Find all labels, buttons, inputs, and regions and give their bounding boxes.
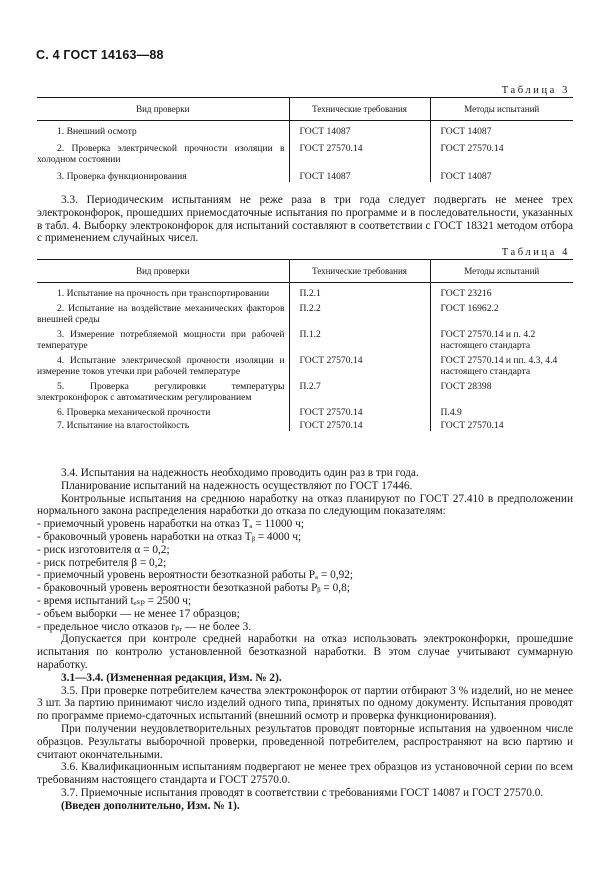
table4 (37, 259, 573, 431)
amendment-note (37, 672, 573, 685)
table-row (37, 325, 573, 351)
body-text (37, 467, 573, 813)
table-row (37, 283, 573, 300)
list-item: - время испытаний tₑₛₚ = 2500 ч; (37, 594, 192, 607)
paragraph: Контрольные испытания на среднюю наработку на отказ планируют по ГОСТ 27.410 в предположении нормального закона распределения наработки до отказа по следующим показателям: (37, 492, 573, 518)
table-cell: 7. Испытание на влагостойкость (57, 420, 190, 431)
paragraph: 3.4. Испытания на надежность необходимо проводить один раз в три года. (61, 467, 419, 479)
list-item: - риск изготовителя α = 0,2; (37, 543, 170, 556)
table-cell: П.2.7 (289, 377, 430, 403)
table-cell: 2. Испытание на воздействие механических факторов внешней среды (37, 303, 285, 325)
table-row (37, 418, 573, 431)
table-cell: ГОСТ 27570.14 (430, 137, 573, 165)
table-cell: ГОСТ 27570.14 (289, 403, 430, 418)
table-cell: П.2.1 (289, 283, 430, 300)
paragraph: 3.6. Квалификационным испытаниям подвергают не менее трех образцов из установочной серии по всем требованиям настоящего стандарта и ГОСТ 27570.0. (37, 761, 573, 787)
table-row (37, 121, 573, 138)
table-cell: ГОСТ 14087 (289, 121, 430, 138)
table-cell: П.1.2 (289, 325, 430, 351)
table-row (37, 403, 573, 418)
paragraph: 3.5. При проверке потребителем качества электроконфорок от партии отбирают 3 % изделий, но не менее 3 шт. За партию принимают число изделий одного типа, принятых по одному документу. Испытания проводят по программе приемо-сдаточных испытаний (внешний осмотр и проверка функционирования). (37, 684, 573, 723)
list-item: - приемочный уровень вероятности безотказной работы Pₐ = 0,92; (37, 569, 354, 582)
table-cell: 3. Проверка функционирования (57, 171, 187, 182)
table3 (37, 97, 573, 182)
table-cell: ГОСТ 27570.14 и п. 4.2 настоящего стандарта (430, 325, 573, 351)
table-cell: ГОСТ 27570.14 (289, 351, 430, 377)
table4-header-row (37, 260, 573, 283)
list-item: - предельное число отказов rₚᵣ — не более 3. (37, 620, 252, 633)
table-cell: П.2.2 (289, 299, 430, 325)
table-cell: 5. Проверка регулировки температуры электроконфорок с автоматическим регулированием (37, 381, 285, 403)
paragraph: Допускается при контроле средней наработки на отказ использовать электроконфорки, прошедшие испытания по контролю установленной безотказной наработки. В этом случае учитывают суммарную наработку. (37, 633, 573, 671)
table3-col-header: Вид проверки (37, 98, 289, 121)
table3-col-header: Методы испытаний (430, 98, 573, 121)
table-row (37, 377, 573, 403)
table-cell: ГОСТ 28398 (430, 377, 573, 403)
table-cell: ГОСТ 27570.14 (289, 418, 430, 431)
table-cell: ГОСТ 27570.14 и пп. 4.3, 4.4 настоящего стандарта (430, 351, 573, 377)
table-cell: ГОСТ 27570.14 (289, 137, 430, 165)
table3-col-header: Технические требования (289, 98, 430, 121)
amendment-note (37, 800, 573, 813)
page-header: С. 4 ГОСТ 14163—88 (36, 48, 164, 62)
list-item: - приемочный уровень наработки на отказ Tₐ = 11000 ч; (37, 518, 304, 531)
table4-caption: Таблица 4 (501, 247, 570, 258)
table-row (37, 137, 573, 165)
table-cell: ГОСТ 27570.14 (430, 418, 573, 431)
amendment-note-text: 3.1—3.4. (Измененная редакция, Изм. № 2). (61, 671, 282, 684)
table-cell: ГОСТ 14087 (289, 165, 430, 182)
section-3-3 (37, 194, 573, 245)
table-cell: ГОСТ 14087 (430, 121, 573, 138)
table-row (37, 351, 573, 377)
table-cell: 4. Испытание электрической прочности изоляции и измерение токов утечки при рабочей температуре (37, 355, 285, 377)
list-item: - браковочный уровень наработки на отказ Tᵦ = 4000 ч; (37, 530, 302, 543)
table3-header-row (37, 98, 573, 121)
table-cell: ГОСТ 23216 (430, 283, 573, 300)
paragraph: При получении неудовлетворительных результатов проводят повторные испытания на удвоенном числе образцов. Результаты выборочной проверки, проведенной потребителем, распространяют на всю партию и считают окончательными. (37, 722, 573, 761)
table4-col-header: Методы испытаний (430, 260, 573, 283)
list-item: - браковочный уровень вероятности безотказной работы Pᵦ = 0,8; (37, 582, 350, 595)
table4-col-header: Технические требования (289, 260, 430, 283)
table-cell: ГОСТ 14087 (430, 165, 573, 182)
list-item: - объем выборки — не менее 17 образцов; (37, 607, 240, 620)
paragraph: Планирование испытаний на надежность осуществляют по ГОСТ 17446. (61, 479, 413, 492)
table-cell: 1. Внешний осмотр (57, 126, 137, 137)
paragraph: 3.7. Приемочные испытания проводят в соответствии с требованиями ГОСТ 14087 и ГОСТ 27570.0. (61, 786, 544, 799)
table-cell: 2. Проверка электрической прочности изоляции в холодном состоянии (37, 143, 285, 165)
table3-caption: Таблица 3 (501, 85, 570, 96)
table-row (37, 165, 573, 182)
table-cell: 3. Измерение потребляемой мощности при рабочей температуре (37, 329, 285, 351)
paragraph: 3.3. Периодическим испытаниям не реже раза в три года следует подвергать не менее трех электроконфорок, прошедших приемосдаточные испытания по программе и в последовательности, указанных в табл. 4. Выборку электроконфорок для испытаний составляют в соответствии с ГОСТ 18321 методом отбора с применением случайных чисел. (37, 194, 573, 245)
table-row (37, 299, 573, 325)
table-cell: П.4.9 (430, 403, 573, 418)
table-cell: ГОСТ 16962.2 (430, 299, 573, 325)
table-cell: 6. Проверка механической прочности (57, 407, 211, 418)
amendment-note-text: (Введен дополнительно, Изм. № 1). (61, 799, 240, 812)
table4-col-header: Вид проверки (37, 260, 289, 283)
list-item: - риск потребителя β = 0,2; (37, 556, 167, 569)
table-cell: 1. Испытание на прочность при транспортировании (57, 288, 270, 299)
